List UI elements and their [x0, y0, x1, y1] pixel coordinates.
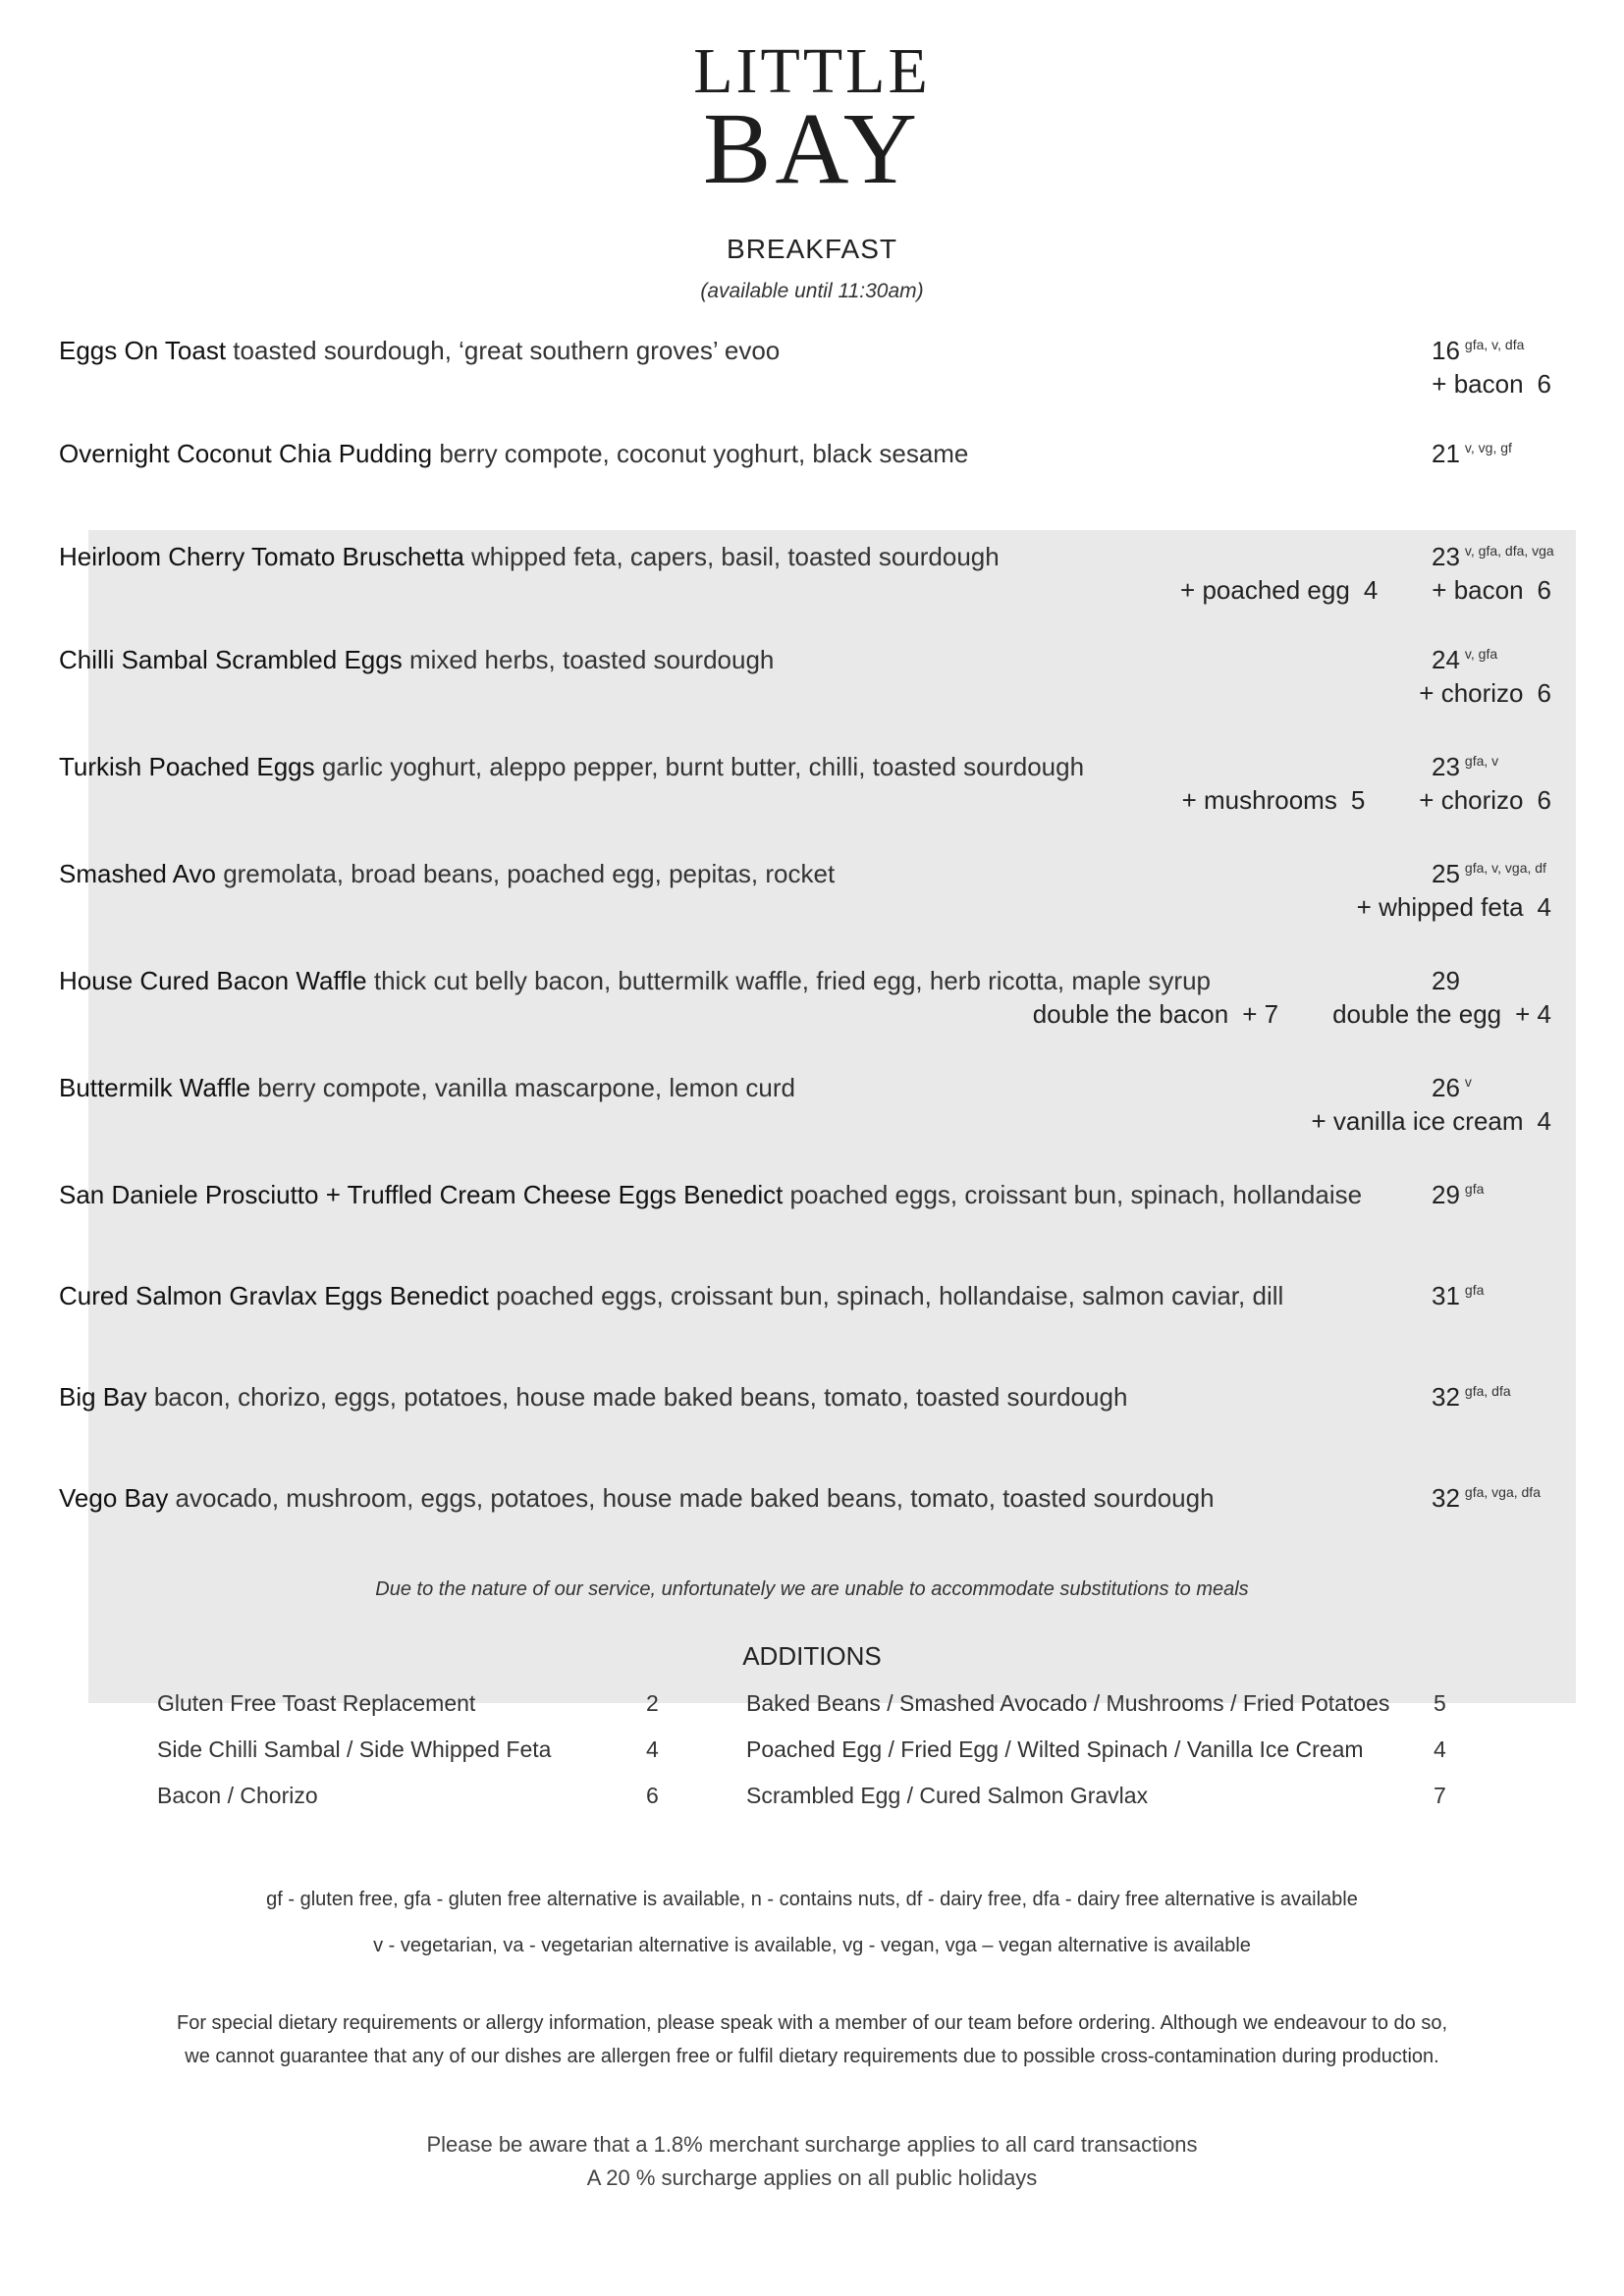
menu-item-price — [1432, 752, 1498, 782]
extra-price: 4 — [1537, 1106, 1551, 1136]
menu-item-name: Heirloom Cherry Tomato Bruschetta — [59, 542, 464, 571]
addition-price: 6 — [646, 1783, 659, 1808]
addition-label: Gluten Free Toast Replacement — [157, 1690, 476, 1716]
menu-item-name: Buttermilk Waffle — [59, 1073, 251, 1102]
logo-line-1: LITTLE — [693, 35, 931, 107]
menu-item — [59, 966, 1591, 1044]
logo-line-2: BAY — [702, 92, 922, 205]
menu-item-price — [1432, 1281, 1484, 1311]
menu-item-line — [59, 859, 835, 889]
extra-label: double the bacon — [1032, 999, 1229, 1029]
menu-item-name: Turkish Poached Eggs — [59, 752, 315, 781]
menu-item — [59, 542, 1591, 620]
menu-item-description: whipped feta, capers, basil, toasted sourdough — [463, 542, 1000, 571]
price-value: 24 — [1432, 645, 1460, 674]
extra-price: + 7 — [1242, 999, 1279, 1029]
extra-label: + bacon — [1432, 575, 1524, 605]
menu-item — [59, 1073, 1591, 1151]
menu-item-line — [59, 1483, 1215, 1514]
extra-label: double the egg — [1332, 999, 1502, 1029]
menu-item-price — [1432, 336, 1524, 366]
price-value: 25 — [1432, 859, 1460, 888]
addition-label: Bacon / Chorizo — [157, 1783, 318, 1808]
availability-note: (available until 11:30am) — [700, 280, 924, 302]
dietary-tags: v, vg, gf — [1464, 440, 1512, 456]
price-value: 26 — [1432, 1073, 1460, 1102]
menu-item-extras — [979, 999, 1551, 1030]
extra-option — [1432, 575, 1551, 606]
menu-item-price — [1432, 1382, 1511, 1413]
menu-item-name: House Cured Bacon Waffle — [59, 966, 367, 995]
menu-item-name: Cured Salmon Gravlax Eggs Benedict — [59, 1281, 489, 1310]
menu-item-description: berry compote, vanilla mascarpone, lemon curd — [250, 1073, 795, 1102]
menu-item-description: bacon, chorizo, eggs, potatoes, house made baked beans, tomato, toasted sourdough — [146, 1382, 1128, 1412]
extra-price: 4 — [1537, 892, 1551, 922]
extra-label: + vanilla ice cream — [1311, 1106, 1524, 1136]
extra-option — [1419, 785, 1551, 816]
dietary-tags: gfa, v, dfa — [1464, 337, 1525, 353]
menu-item-extras — [1128, 785, 1551, 816]
extra-option — [1419, 678, 1551, 709]
menu-item-line — [59, 1382, 1127, 1413]
price-value: 31 — [1432, 1281, 1460, 1310]
menu-item — [59, 439, 1591, 517]
price-value: 29 — [1432, 1180, 1460, 1209]
menu-item-price — [1432, 859, 1546, 889]
allergy-note-line-1: For special dietary requirements or allergy information, please speak with a member of our team before ordering. Although we endeavour to do so, — [176, 2012, 1448, 2034]
menu-item-name: Overnight Coconut Chia Pudding — [59, 439, 433, 468]
extra-price: + 4 — [1515, 999, 1551, 1029]
extra-price: 4 — [1363, 575, 1379, 605]
addition-price: 4 — [646, 1736, 659, 1762]
dietary-legend-line-2: v - vegetarian, va - vegetarian alternative is available, vg - vegan, vga – vegan alternative is available — [373, 1935, 1251, 1956]
extra-price: 6 — [1537, 785, 1551, 815]
menu-item — [59, 1382, 1591, 1461]
menu-item-price — [1432, 1483, 1541, 1514]
menu-item-name: Smashed Avo — [59, 859, 216, 888]
logo — [0, 35, 1624, 205]
menu-item-price — [1432, 1180, 1484, 1210]
dietary-tags: v, gfa — [1464, 646, 1498, 663]
extra-option — [1180, 575, 1378, 606]
menu-item-name: Vego Bay — [59, 1483, 169, 1513]
menu-item-extras — [1257, 1106, 1551, 1137]
menu-item-description: mixed herbs, toasted sourdough — [402, 645, 775, 674]
dietary-legend-line-1: gf - gluten free, gfa - gluten free alternative is available, n - contains nuts, df - dairy free, dfa - dairy free alternative is available — [266, 1889, 1358, 1910]
menu-item-name: Big Bay — [59, 1382, 147, 1412]
dietary-tags: v — [1464, 1074, 1472, 1091]
menu-item — [59, 645, 1591, 723]
extra-label: + mushrooms — [1181, 785, 1337, 815]
price-value: 29 — [1432, 966, 1460, 995]
menu-item-line — [59, 1180, 1362, 1210]
addition-label: Poached Egg / Fried Egg / Wilted Spinach / Vanilla Ice Cream — [746, 1736, 1364, 1762]
extra-price: 6 — [1537, 575, 1551, 605]
extra-label: + bacon — [1432, 369, 1524, 399]
extra-option — [1033, 999, 1278, 1030]
menu-item-description: toasted sourdough, ‘great southern groves’ evoo — [226, 336, 781, 365]
menu-item-line — [59, 542, 1000, 572]
menu-item-line — [59, 966, 1211, 996]
addition-label: Side Chilli Sambal / Side Whipped Feta — [157, 1736, 552, 1762]
substitution-note: Due to the nature of our service, unfortunately we are unable to accommodate substitutions to meals — [375, 1578, 1249, 1600]
extra-label: + whipped feta — [1356, 892, 1524, 922]
surcharge-line-1: Please be aware that a 1.8% merchant surcharge applies to all card transactions — [426, 2132, 1198, 2157]
menu-item-name: Eggs On Toast — [59, 336, 227, 365]
menu-item-description: avocado, mushroom, eggs, potatoes, house made baked beans, tomato, toasted sourdough — [168, 1483, 1215, 1513]
menu-item — [59, 859, 1591, 937]
menu-item-description: berry compote, coconut yoghurt, black sesame — [432, 439, 969, 468]
menu-item-price — [1432, 542, 1554, 572]
addition-price: 5 — [1434, 1690, 1446, 1716]
addition-label: Scrambled Egg / Cured Salmon Gravlax — [746, 1783, 1149, 1808]
menu-item — [59, 336, 1591, 414]
menu-item-price — [1432, 1073, 1472, 1103]
extra-label: + chorizo — [1419, 785, 1524, 815]
menu-item-price — [1432, 439, 1512, 469]
addition-price: 2 — [646, 1690, 659, 1716]
addition-price: 7 — [1434, 1783, 1446, 1808]
menu-item-name: San Daniele Prosciutto + Truffled Cream Cheese Eggs Benedict — [59, 1180, 784, 1209]
menu-item-description: poached eggs, croissant bun, spinach, hollandaise, salmon caviar, dill — [488, 1281, 1284, 1310]
menu-item — [59, 752, 1591, 830]
extra-option — [1432, 369, 1551, 400]
menu-item — [59, 1180, 1591, 1258]
menu-heading: BREAKFAST — [727, 234, 897, 264]
menu-item-name: Chilli Sambal Scrambled Eggs — [59, 645, 403, 674]
menu-item-line — [59, 752, 1084, 782]
extra-option — [1332, 999, 1551, 1030]
menu-item-line — [59, 336, 780, 366]
menu-item-line — [59, 645, 774, 675]
menu-item-extras — [1378, 369, 1551, 400]
menu-item — [59, 1281, 1591, 1360]
dietary-tags: gfa, v — [1464, 753, 1499, 770]
dietary-tags: gfa, vga, dfa — [1464, 1484, 1541, 1501]
extra-option — [1311, 1106, 1551, 1137]
price-value: 16 — [1432, 336, 1460, 365]
menu-item-extras — [1365, 678, 1551, 709]
menu-item-description: gremolata, broad beans, poached egg, pepitas, rocket — [215, 859, 836, 888]
dietary-tags: gfa — [1464, 1282, 1485, 1299]
extra-price: 5 — [1350, 785, 1366, 815]
extra-option — [1182, 785, 1366, 816]
price-value: 23 — [1432, 542, 1460, 571]
menu-item — [59, 1483, 1591, 1562]
extra-price: 6 — [1537, 678, 1551, 708]
extra-label: + chorizo — [1419, 678, 1524, 708]
price-value: 32 — [1432, 1483, 1460, 1513]
allergy-note-line-2: we cannot guarantee that any of our dishes are allergen free or fulfil dietary requirements due to possible cross-contamination during production. — [185, 2046, 1439, 2067]
additions-heading: ADDITIONS — [742, 1641, 882, 1671]
price-value: 21 — [1432, 439, 1460, 468]
dietary-tags: gfa, v, vga, df — [1464, 860, 1546, 877]
dietary-tags: gfa, dfa — [1464, 1383, 1511, 1400]
extra-option — [1357, 892, 1551, 923]
price-value: 23 — [1432, 752, 1460, 781]
addition-price: 4 — [1434, 1736, 1446, 1762]
menu-item-price — [1432, 966, 1460, 996]
extra-price: 6 — [1537, 369, 1551, 399]
menu-item-extras — [1303, 892, 1551, 923]
dietary-tags: v, gfa, dfa, vga — [1464, 543, 1554, 560]
menu-item-description: poached eggs, croissant bun, spinach, hollandaise — [783, 1180, 1363, 1209]
menu-item-description: garlic yoghurt, aleppo pepper, burnt butter, chilli, toasted sourdough — [314, 752, 1085, 781]
menu-item-description: thick cut belly bacon, buttermilk waffle, fried egg, herb ricotta, maple syrup — [366, 966, 1211, 995]
menu-item-extras — [1126, 575, 1551, 606]
menu-item-line — [59, 1281, 1283, 1311]
menu-item-line — [59, 439, 968, 469]
menu-item-line — [59, 1073, 795, 1103]
dietary-tags: gfa — [1464, 1181, 1485, 1198]
price-value: 32 — [1432, 1382, 1460, 1412]
surcharge-line-2: A 20 % surcharge applies on all public holidays — [586, 2165, 1038, 2190]
menu-item-price — [1432, 645, 1497, 675]
addition-label: Baked Beans / Smashed Avocado / Mushrooms / Fried Potatoes — [746, 1690, 1390, 1716]
extra-label: + poached egg — [1180, 575, 1350, 605]
